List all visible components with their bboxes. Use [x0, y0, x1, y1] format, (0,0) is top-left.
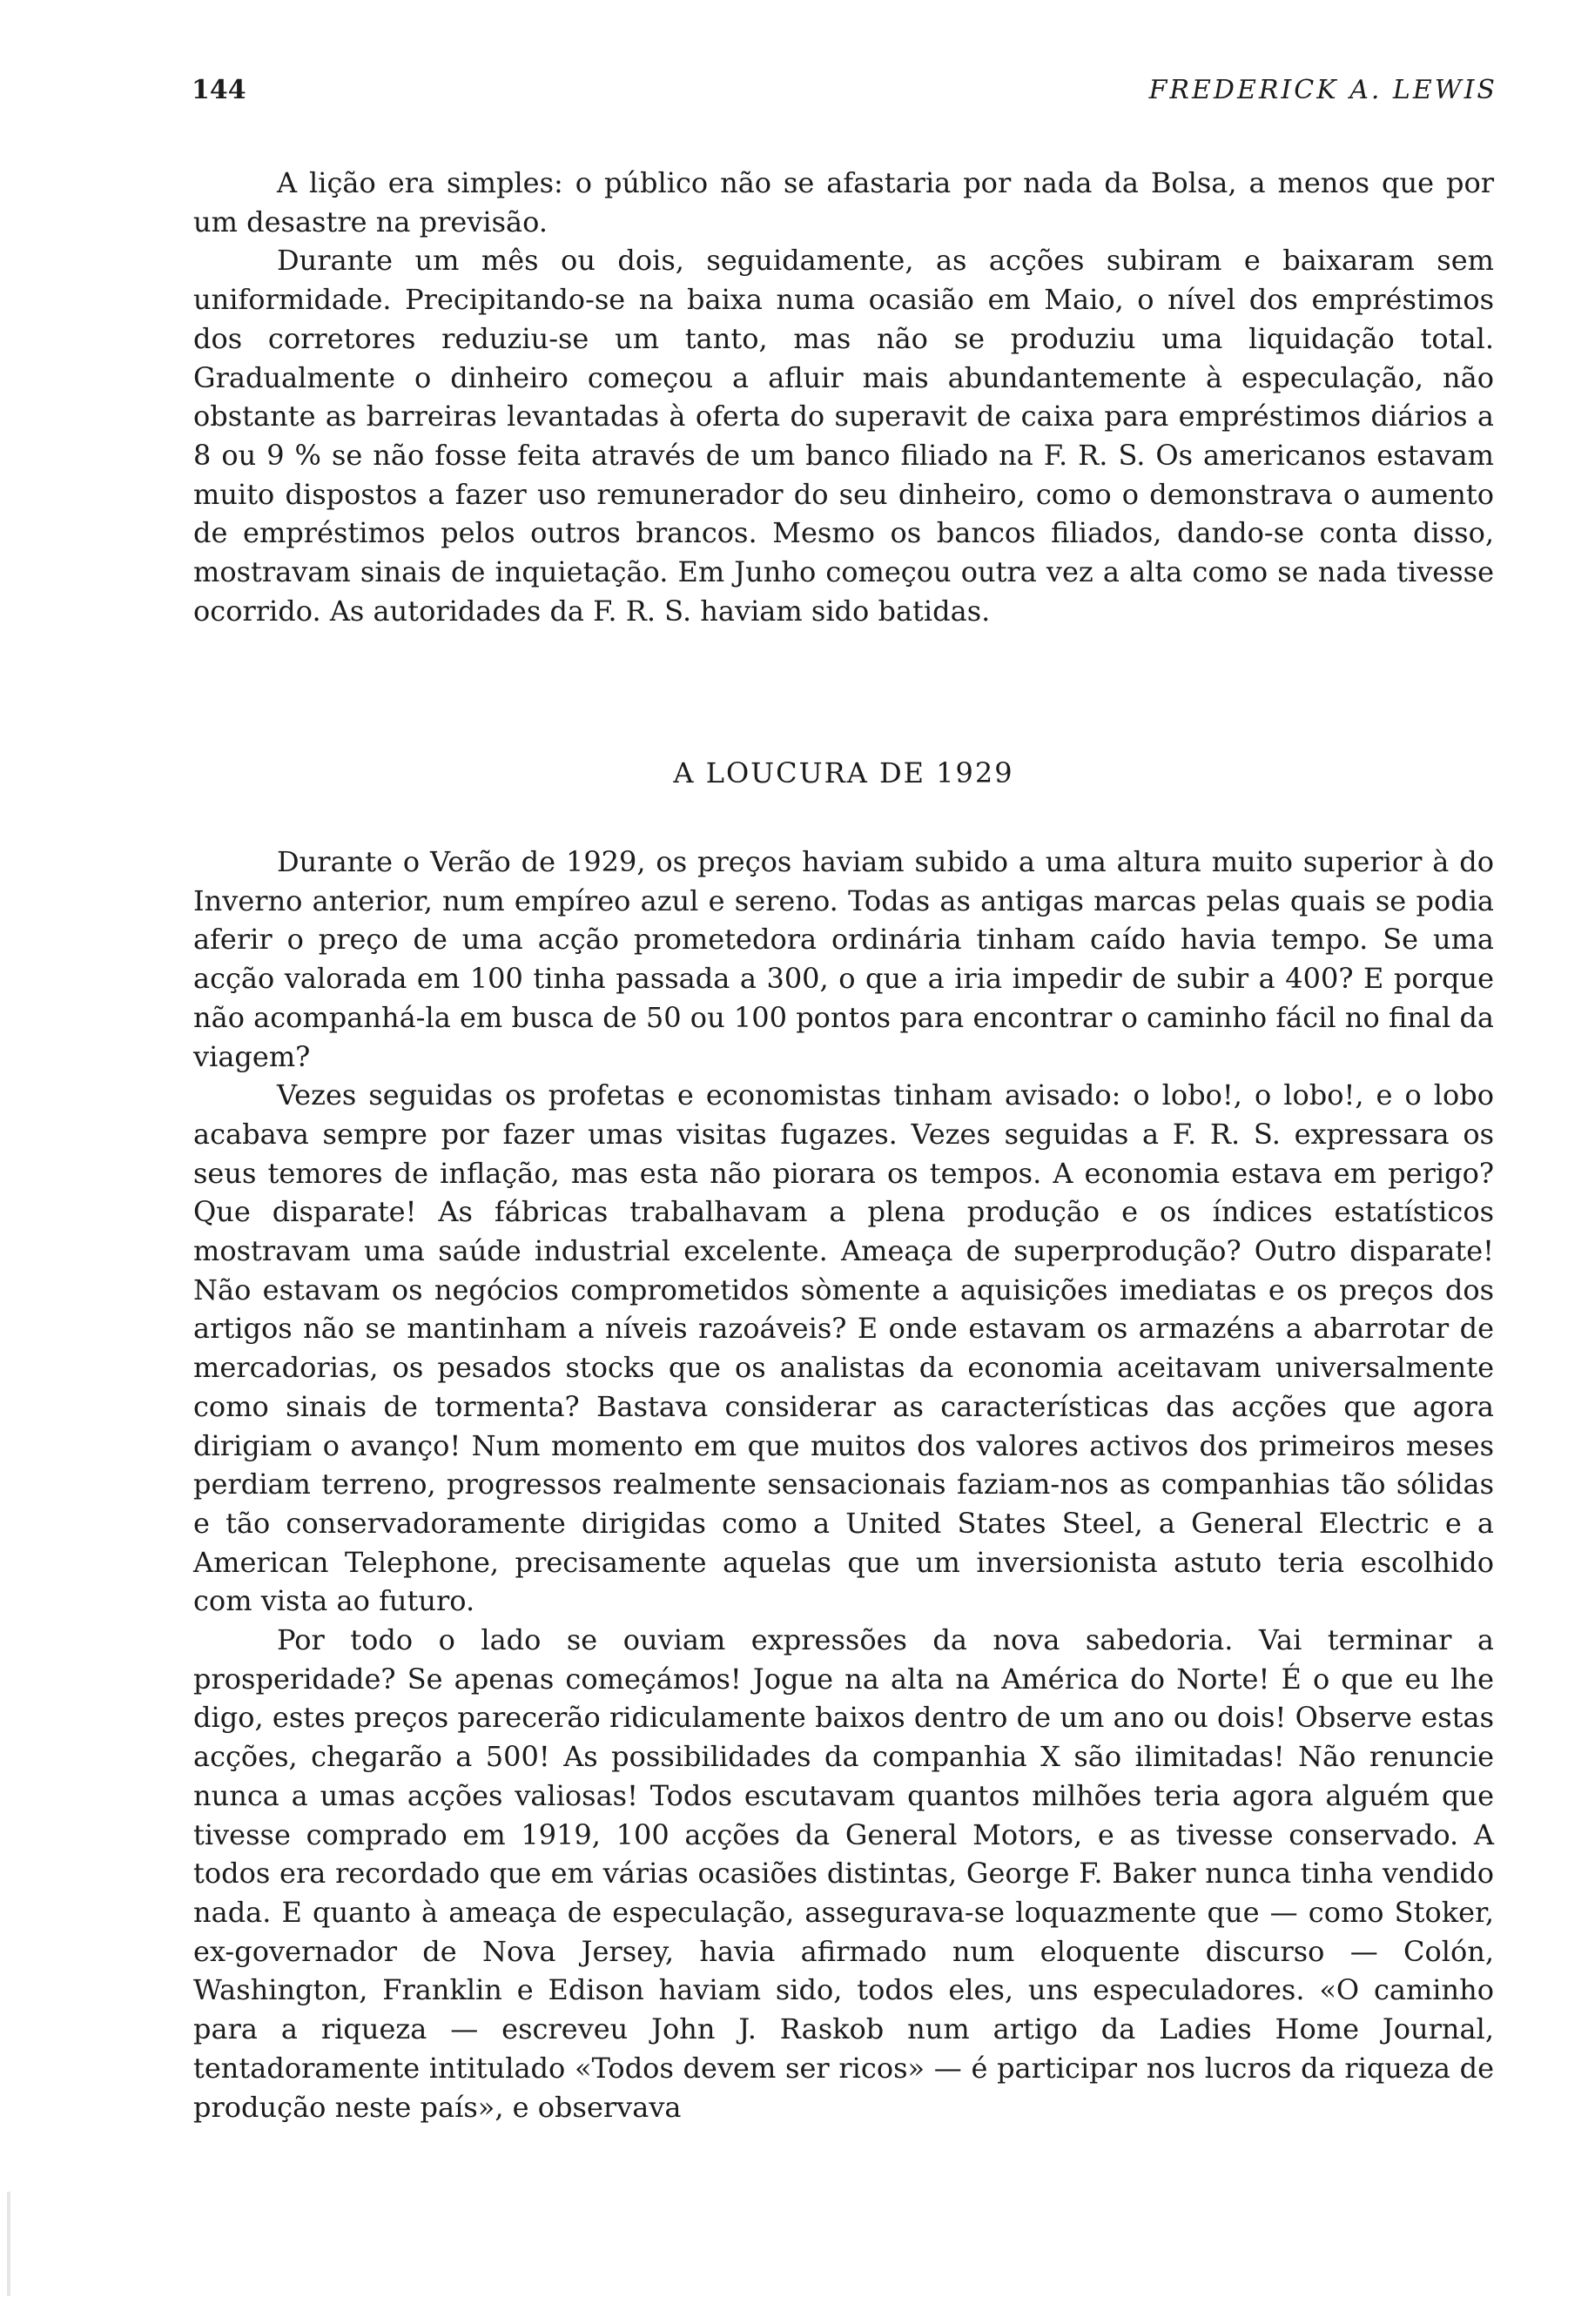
page-number: 144 — [192, 75, 246, 105]
author-name-header: FREDERICK A. LEWIS — [1148, 75, 1497, 105]
section-text-block — [193, 843, 1494, 2126]
running-header — [192, 71, 1497, 110]
section-heading: A LOUCURA DE 1929 — [673, 756, 1014, 789]
paragraph: Vezes seguidas os profetas e economistas tinham avisado: o lobo!, o lobo!, e o lobo acabava sempre por fazer umas visitas fugazes. Vezes seguidas a F. R. S. expressara os seus temores de inflação, mas esta não piorara os tempos. A economia estava em perigo? Que disparate! As fábricas trabalhavam a plena produção e os índices estatísticos mostravam uma saúde industrial excelente. Ameaça de superprodução? Outro disparate! Não estavam os negócios comprometidos sòmente a aquisições imediatas e os preços dos artigos não se mantinham a níveis razoáveis? E onde estavam os armazéns a abarrotar de mercadorias, os pesados stocks que os analistas da economia aceitavam universalmente como sinais de tormenta? Bastava considerar as características das acções que agora dirigiam o avanço! Num momento em que muitos dos valores activos dos primeiros meses perdiam terreno, progressos realmente sensacionais faziam-nos as companhias tão sólidas e tão conservadoramente dirigidas como a United States Steel, a General Electric e a American Telephone, precisamente aquelas que um inversionista astuto teria escolhido com vista ao futuro. — [193, 1078, 1494, 1618]
scan-edge-mark — [7, 2192, 10, 2296]
paragraph: Durante um mês ou dois, seguidamente, as acções subiram e baixaram sem uniformidade. Precipitando-se na baixa numa ocasião em Maio, o nível dos empréstimos dos corretores reduziu-se um tanto, mas não se produziu uma liquidação total. Gradualmente o dinheiro começou a afluir mais abundantemente à especulação, não obstante as barreiras levantadas à oferta do superavit de caixa para empréstimos diários a 8 ou 9 % se não fosse feita através de um banco filiado na F. R. S. Os americanos estavam muito dispostos a fazer uso remunerador do seu dinheiro, como o demonstrava o aumento de empréstimos pelos outros brancos. Mesmo os bancos filiados, dando-se conta disso, mostravam sinais de inquietação. Em Junho começou outra vez a alta como se nada tivesse ocorrido. As autoridades da F. R. S. haviam sido batidas. — [193, 244, 1494, 628]
paragraph: Por todo o lado se ouviam expressões da nova sabedoria. Vai terminar a prosperidade? Se apenas começámos! Jogue na alta na América do Norte! É o que eu lhe digo, estes preços parecerão ridiculamente baixos dentro de um ano ou dois! Observe estas acções, chegarão a 500! As possibilidades da companhia X são ilimitadas! Não renuncie nunca a umas acções valiosas! Todos escutavam quantos milhões teria agora alguém que tivesse comprado em 1919, 100 acções da General Motors, e as tivesse conservado. A todos era recordado que em várias ocasiões distintas, George F. Baker nunca tinha vendido nada. E quanto à ameaça de especulação, assegurava-se loquazmente que — como Stoker, ex-governador de Nova Jersey, havia afirmado num eloquente discurso — Colón, Washington, Franklin e Edison haviam sido, todos eles, uns especuladores. «O caminho para a riqueza — escreveu John J. Raskob num artigo da Ladies Home Journal, tentadoramente intitulado «Todos devem ser ricos» — é participar nos lucros da riqueza de produção neste país», e observava — [193, 1623, 1494, 2124]
paragraph: Durante o Verão de 1929, os preços haviam subido a uma altura muito superior à do Inverno anterior, num empíreo azul e sereno. Todas as antigas marcas pelas quais se podia aferir o preço de uma acção prometedora ordinária tinham caído havia tempo. Se uma acção valorada em 100 tinha passada a 300, o que a iria impedir de subir a 400? E porque não acompanhá-la em busca de 50 ou 100 pontos para encontrar o caminho fácil no final da viagem? — [193, 845, 1494, 1073]
paragraph: A lição era simples: o público não se afastaria por nada da Bolsa, a menos que por um desastre na previsão. — [193, 166, 1494, 238]
opening-text-block — [193, 164, 1494, 630]
